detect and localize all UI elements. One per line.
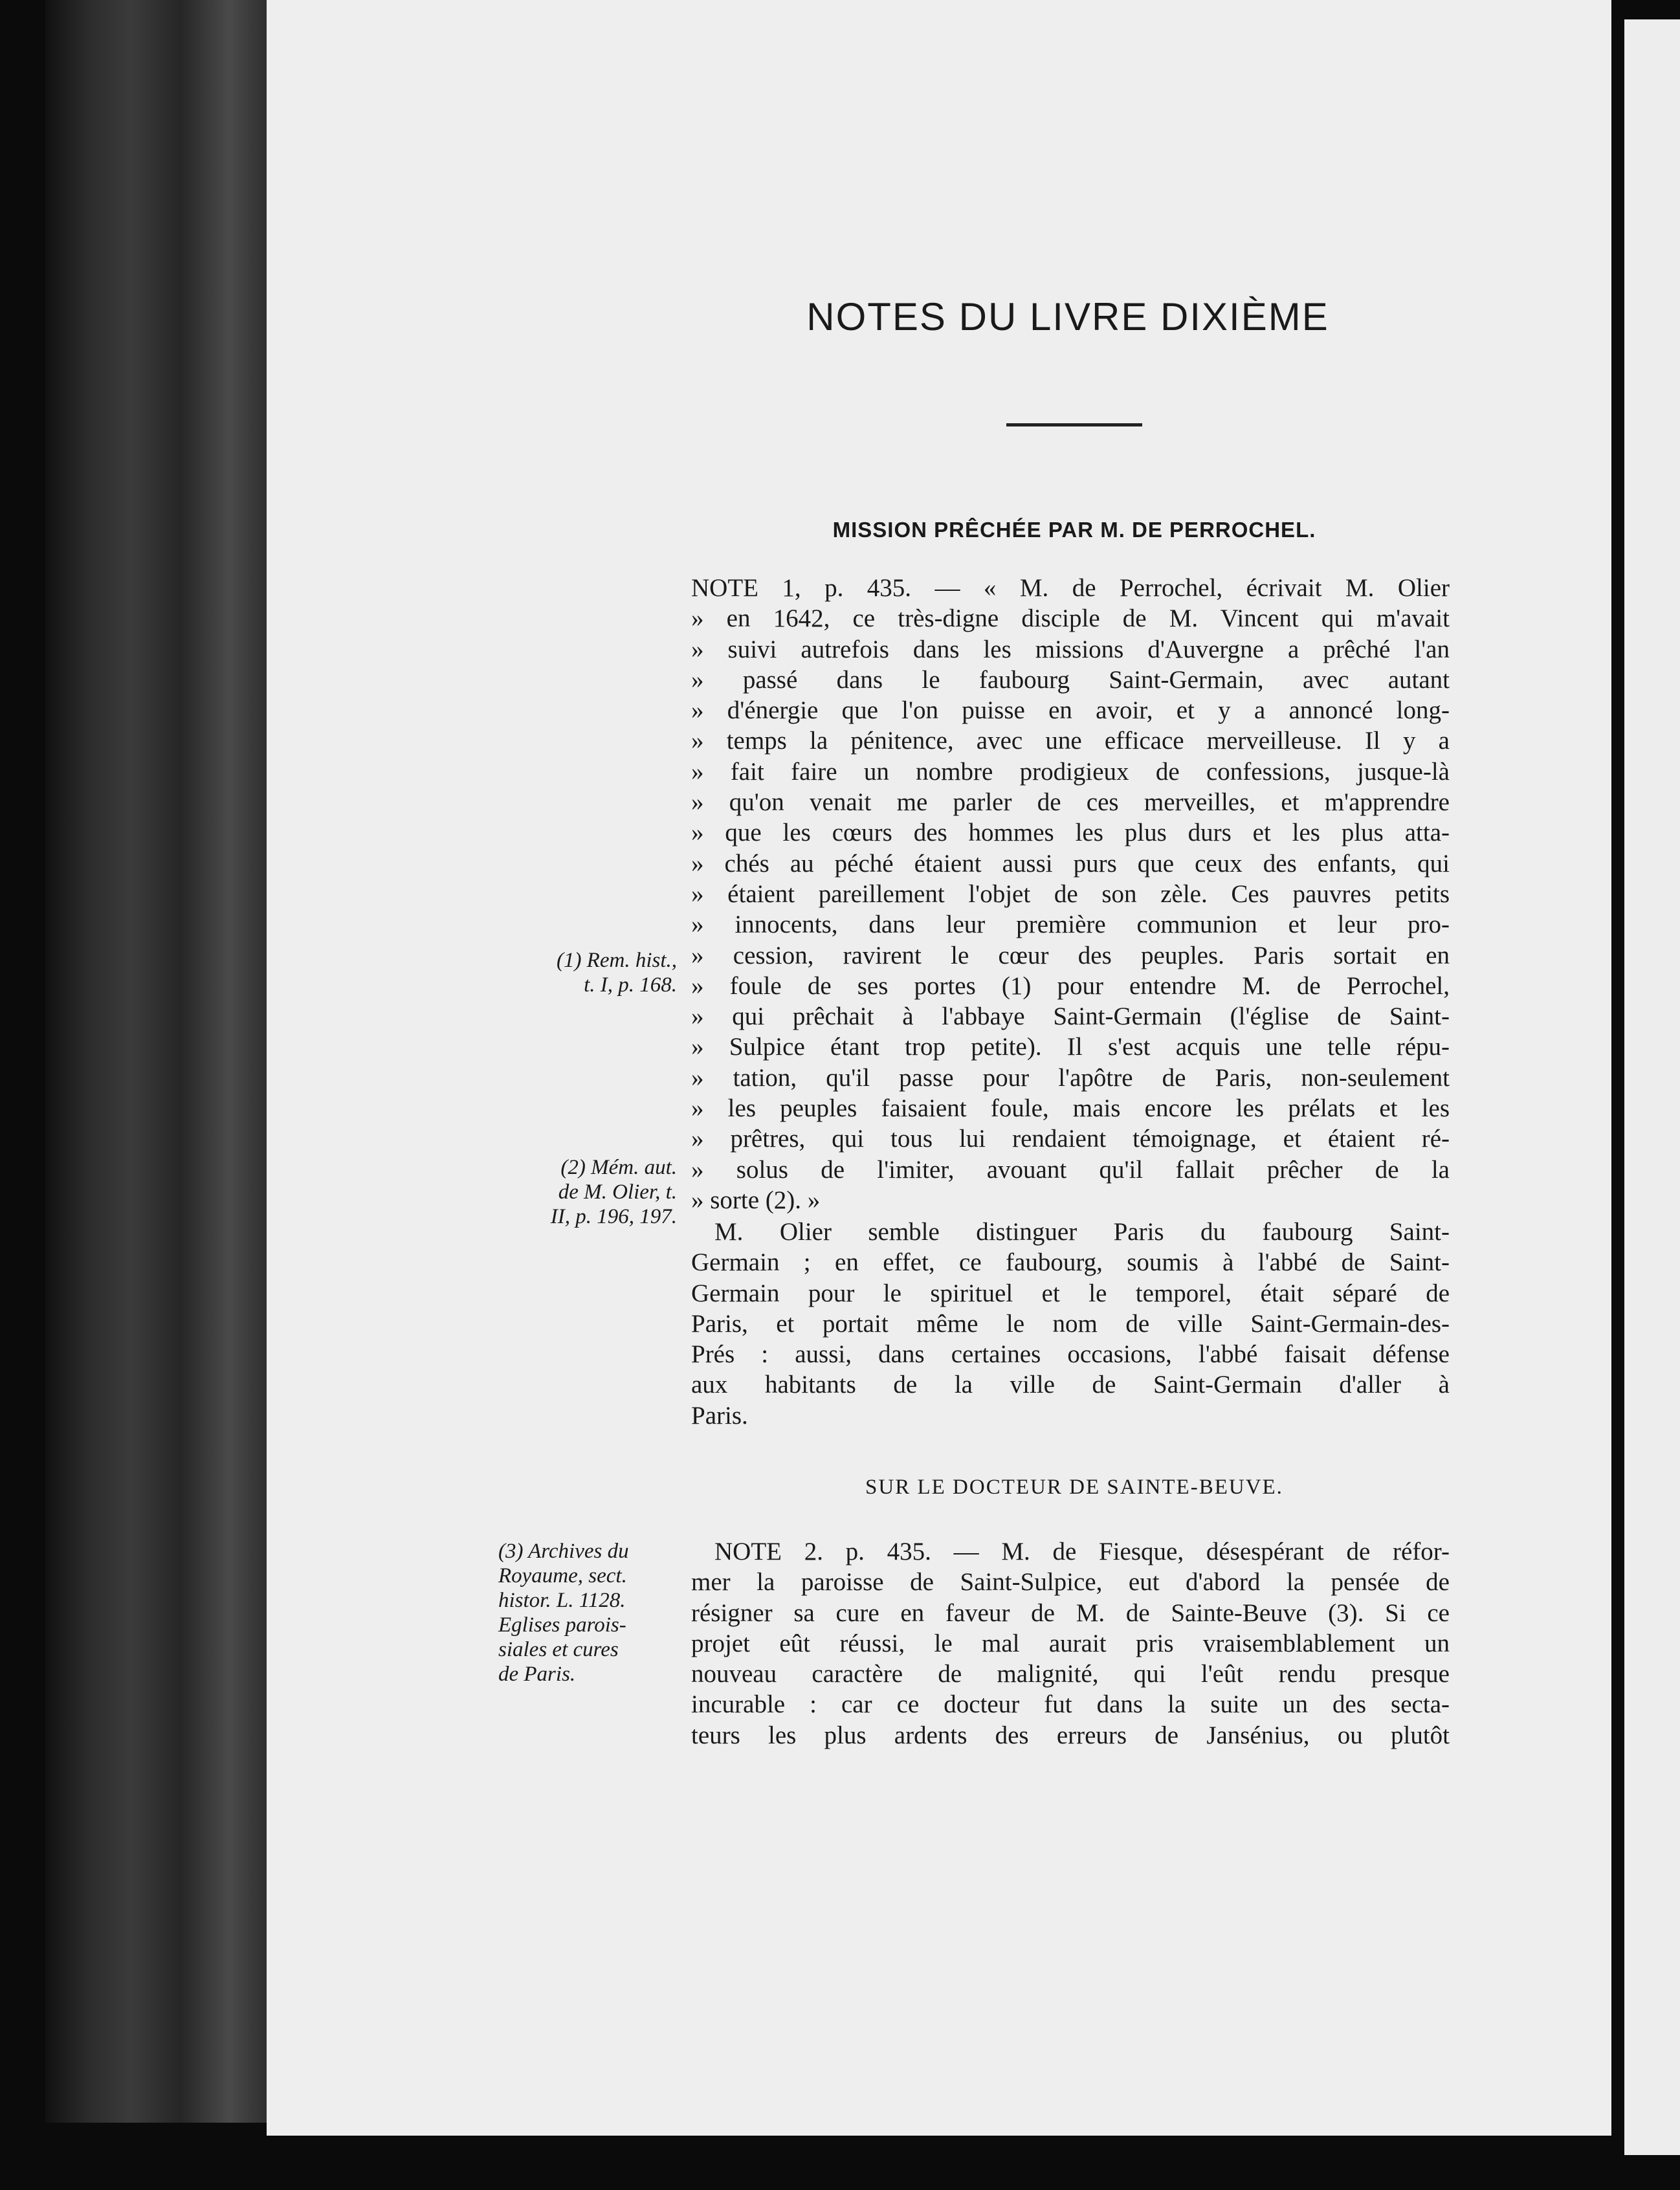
- text-line: mer la paroisse de Saint-Sulpice, eut d'abord la pensée de: [691, 1568, 1450, 1597]
- margin-note-line: de M. Olier, t.: [558, 1180, 677, 1204]
- title-rule: [1006, 423, 1142, 426]
- margin-note-3: [498, 1539, 677, 1687]
- margin-note-1: [492, 948, 677, 997]
- section-heading-sainte-beuve: SUR LE DOCTEUR DE SAINTE-BEUVE.: [865, 1476, 1283, 1499]
- book-spine-shadow: [45, 0, 291, 2123]
- text-line: NOTE 1, p. 435. — « M. de Perrochel, écrivait M. Olier: [691, 574, 1450, 602]
- margin-note-line: siales et cures: [498, 1638, 619, 1661]
- text-line: » étaient pareillement l'objet de son zèle. Ces pauvres petits: [691, 879, 1450, 908]
- text-line: Prés : aussi, dans certaines occasions, l'abbé faisait défense: [691, 1340, 1450, 1369]
- margin-note-line: Royaume, sect.: [498, 1564, 627, 1587]
- margin-note-line: de Paris.: [498, 1663, 576, 1686]
- text-line: » en 1642, ce très-digne disciple de M. Vincent qui m'avait: [691, 604, 1450, 633]
- margin-note-line: II, p. 196, 197.: [550, 1205, 677, 1228]
- text-line: » foule de ses portes (1) pour entendre M. de Perrochel,: [691, 971, 1450, 1000]
- text-line: NOTE 2. p. 435. — M. de Fiesque, désespérant de réfor-: [714, 1538, 1450, 1565]
- facing-page-edge: [1624, 19, 1680, 2155]
- text-line: » d'énergie que l'on puisse en avoir, et y a annoncé long-: [691, 696, 1450, 725]
- text-line: » que les cœurs des hommes les plus durs et les plus atta-: [691, 819, 1450, 847]
- margin-note-2: [492, 1155, 677, 1229]
- text-line: » cession, ravirent le cœur des peuples. Paris sortait en: [691, 941, 1450, 969]
- margin-note-line: Eglises parois-: [498, 1613, 626, 1637]
- text-line: » innocents, dans leur première communion et leur pro-: [691, 911, 1450, 939]
- text-line: Paris.: [691, 1401, 748, 1430]
- text-line: incurable : car ce docteur fut dans la suite un des secta-: [691, 1690, 1450, 1719]
- margin-note-line: (2) Mém. aut.: [560, 1156, 677, 1179]
- text-line: » tation, qu'il passe pour l'apôtre de Paris, non-seulement: [691, 1063, 1450, 1092]
- text-line: » chés au péché étaient aussi purs que ceux des enfants, qui: [691, 849, 1450, 878]
- margin-note-line: histor. L. 1128.: [498, 1589, 626, 1612]
- text-line: » les peuples faisaient foule, mais encore les prélats et les: [691, 1094, 1450, 1123]
- text-line: » qui prêchait à l'abbaye Saint-Germain (l'église de Saint-: [691, 1002, 1450, 1031]
- text-line: » prêtres, qui tous lui rendaient témoignage, et étaient ré-: [691, 1125, 1450, 1153]
- section-heading-mission: MISSION PRÊCHÉE PAR M. DE PERROCHEL.: [832, 518, 1316, 542]
- margin-note-line: (1) Rem. hist.,: [556, 949, 677, 972]
- text-line: aux habitants de la ville de Saint-Germain d'aller à: [691, 1371, 1450, 1399]
- text-line: » sorte (2). »: [691, 1186, 821, 1214]
- margin-note-line: t. I, p. 168.: [584, 973, 677, 997]
- text-line: Germain pour le spirituel et le temporel, était séparé de: [691, 1279, 1450, 1307]
- text-line: » qu'on venait me parler de ces merveilles, et m'apprendre: [691, 788, 1450, 817]
- text-line: Germain ; en effet, ce faubourg, soumis à l'abbé de Saint-: [691, 1248, 1450, 1277]
- text-line: » passé dans le faubourg Saint-Germain, avec autant: [691, 665, 1450, 694]
- text-line: résigner sa cure en faveur de M. de Sainte-Beuve (3). Si ce: [691, 1598, 1450, 1627]
- text-line: » Sulpice étant trop petite). Il s'est acquis une telle répu-: [691, 1033, 1450, 1061]
- margin-note-line: (3) Archives du: [498, 1540, 629, 1563]
- text-line: » fait faire un nombre prodigieux de confessions, jusque-là: [691, 757, 1450, 786]
- text-line: Paris, et portait même le nom de ville Saint-Germain-des-: [691, 1309, 1450, 1338]
- text-line: projet eût réussi, le mal aurait pris vraisemblablement un: [691, 1629, 1450, 1657]
- note-2-text: [691, 1536, 1450, 1751]
- text-line: M. Olier semble distinguer Paris du faubourg Saint-: [714, 1218, 1450, 1246]
- text-line: » suivi autrefois dans les missions d'Auvergne a prêché l'an: [691, 635, 1450, 663]
- text-line: teurs les plus ardents des erreurs de Jansénius, ou plutôt: [691, 1721, 1450, 1749]
- paragraph-saint-germain: [691, 1217, 1450, 1431]
- note-1-text: [691, 573, 1450, 1215]
- page-title: NOTES DU LIVRE DIXIÈME: [806, 295, 1329, 338]
- text-line: nouveau caractère de malignité, qui l'eût rendu presque: [691, 1660, 1450, 1688]
- text-line: » solus de l'imiter, avouant qu'il fallait prêcher de la: [691, 1155, 1450, 1184]
- text-line: » temps la pénitence, avec une efficace merveilleuse. Il y a: [691, 727, 1450, 755]
